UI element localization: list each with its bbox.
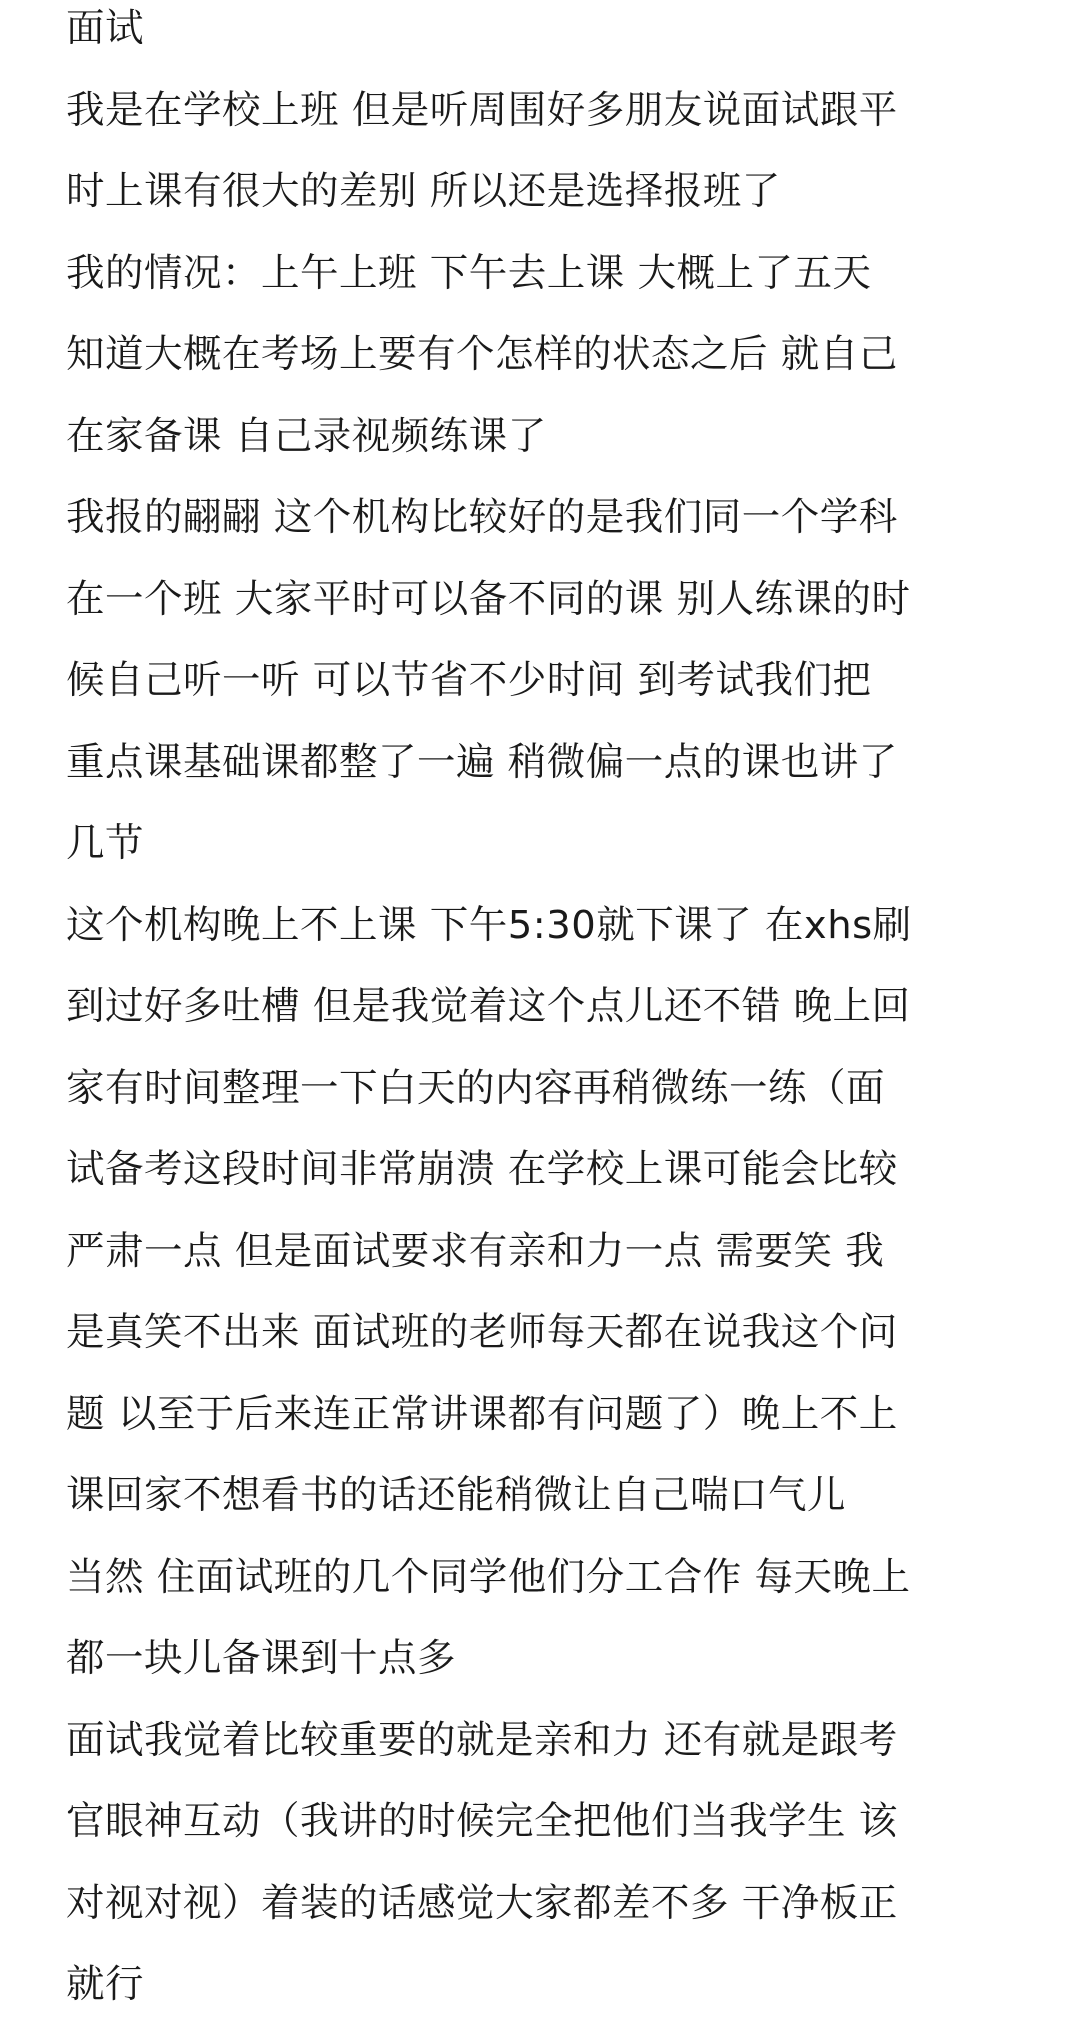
note-line: 官眼神互动（我讲的时候完全把他们当我学生 该 bbox=[66, 1799, 898, 1844]
note-line: 是真笑不出来 面试班的老师每天都在说我这个问 bbox=[66, 1310, 898, 1355]
note-line: 课回家不想看书的话还能稍微让自己喘口气儿 bbox=[66, 1473, 847, 1518]
note-line: 我是在学校上班 但是听周围好多朋友说面试跟平 bbox=[66, 87, 898, 133]
note-line: 时上课有很大的差别 所以还是选择报班了 bbox=[66, 169, 781, 214]
note-line: 当然 住面试班的几个同学他们分工合作 每天晚上 bbox=[66, 1554, 911, 1600]
note-line: 都一块儿备课到十点多 bbox=[66, 1636, 457, 1681]
note-line: 在家备课 自己录视频练课了 bbox=[66, 413, 547, 459]
note-line: 面试 bbox=[66, 6, 145, 51]
note-line: 几节 bbox=[66, 821, 145, 866]
note-line: 我的情况：上午上班 下午去上课 大概上了五天 bbox=[66, 250, 872, 296]
note-line: 对视对视）着装的话感觉大家都差不多 干净板正 bbox=[66, 1880, 898, 1926]
note-line: 候自己听一听 可以节省不少时间 到考试我们把 bbox=[66, 658, 872, 703]
note-line: 这个机构晚上不上课 下午5:30就下课了 在xhs刷 bbox=[66, 902, 912, 948]
note-line: 严肃一点 但是面试要求有亲和力一点 需要笑 我 bbox=[66, 1228, 885, 1274]
note-line: 试备考这段时间非常崩溃 在学校上课可能会比较 bbox=[66, 1147, 898, 1192]
note-line: 面试我觉着比较重要的就是亲和力 还有就是跟考 bbox=[66, 1717, 898, 1763]
note-line: 知道大概在考场上要有个怎样的状态之后 就自己 bbox=[66, 332, 898, 377]
note-line: 重点课基础课都整了一遍 稍微偏一点的课也讲了 bbox=[66, 739, 898, 785]
note-line: 到过好多吐槽 但是我觉着这个点儿还不错 晚上回 bbox=[66, 984, 911, 1029]
note-line: 在一个班 大家平时可以备不同的课 别人练课的时 bbox=[66, 576, 911, 622]
note-line: 就行 bbox=[66, 1962, 145, 2007]
note-line: 家有时间整理一下白天的内容再稍微练一练（面 bbox=[66, 1065, 886, 1111]
note-line: 我报的翤翤 这个机构比较好的是我们同一个学科 bbox=[66, 495, 898, 540]
note-line: 题 以至于后来连正常讲课都有问题了）晚上不上 bbox=[66, 1391, 898, 1437]
note-text bbox=[66, 0, 1026, 2026]
